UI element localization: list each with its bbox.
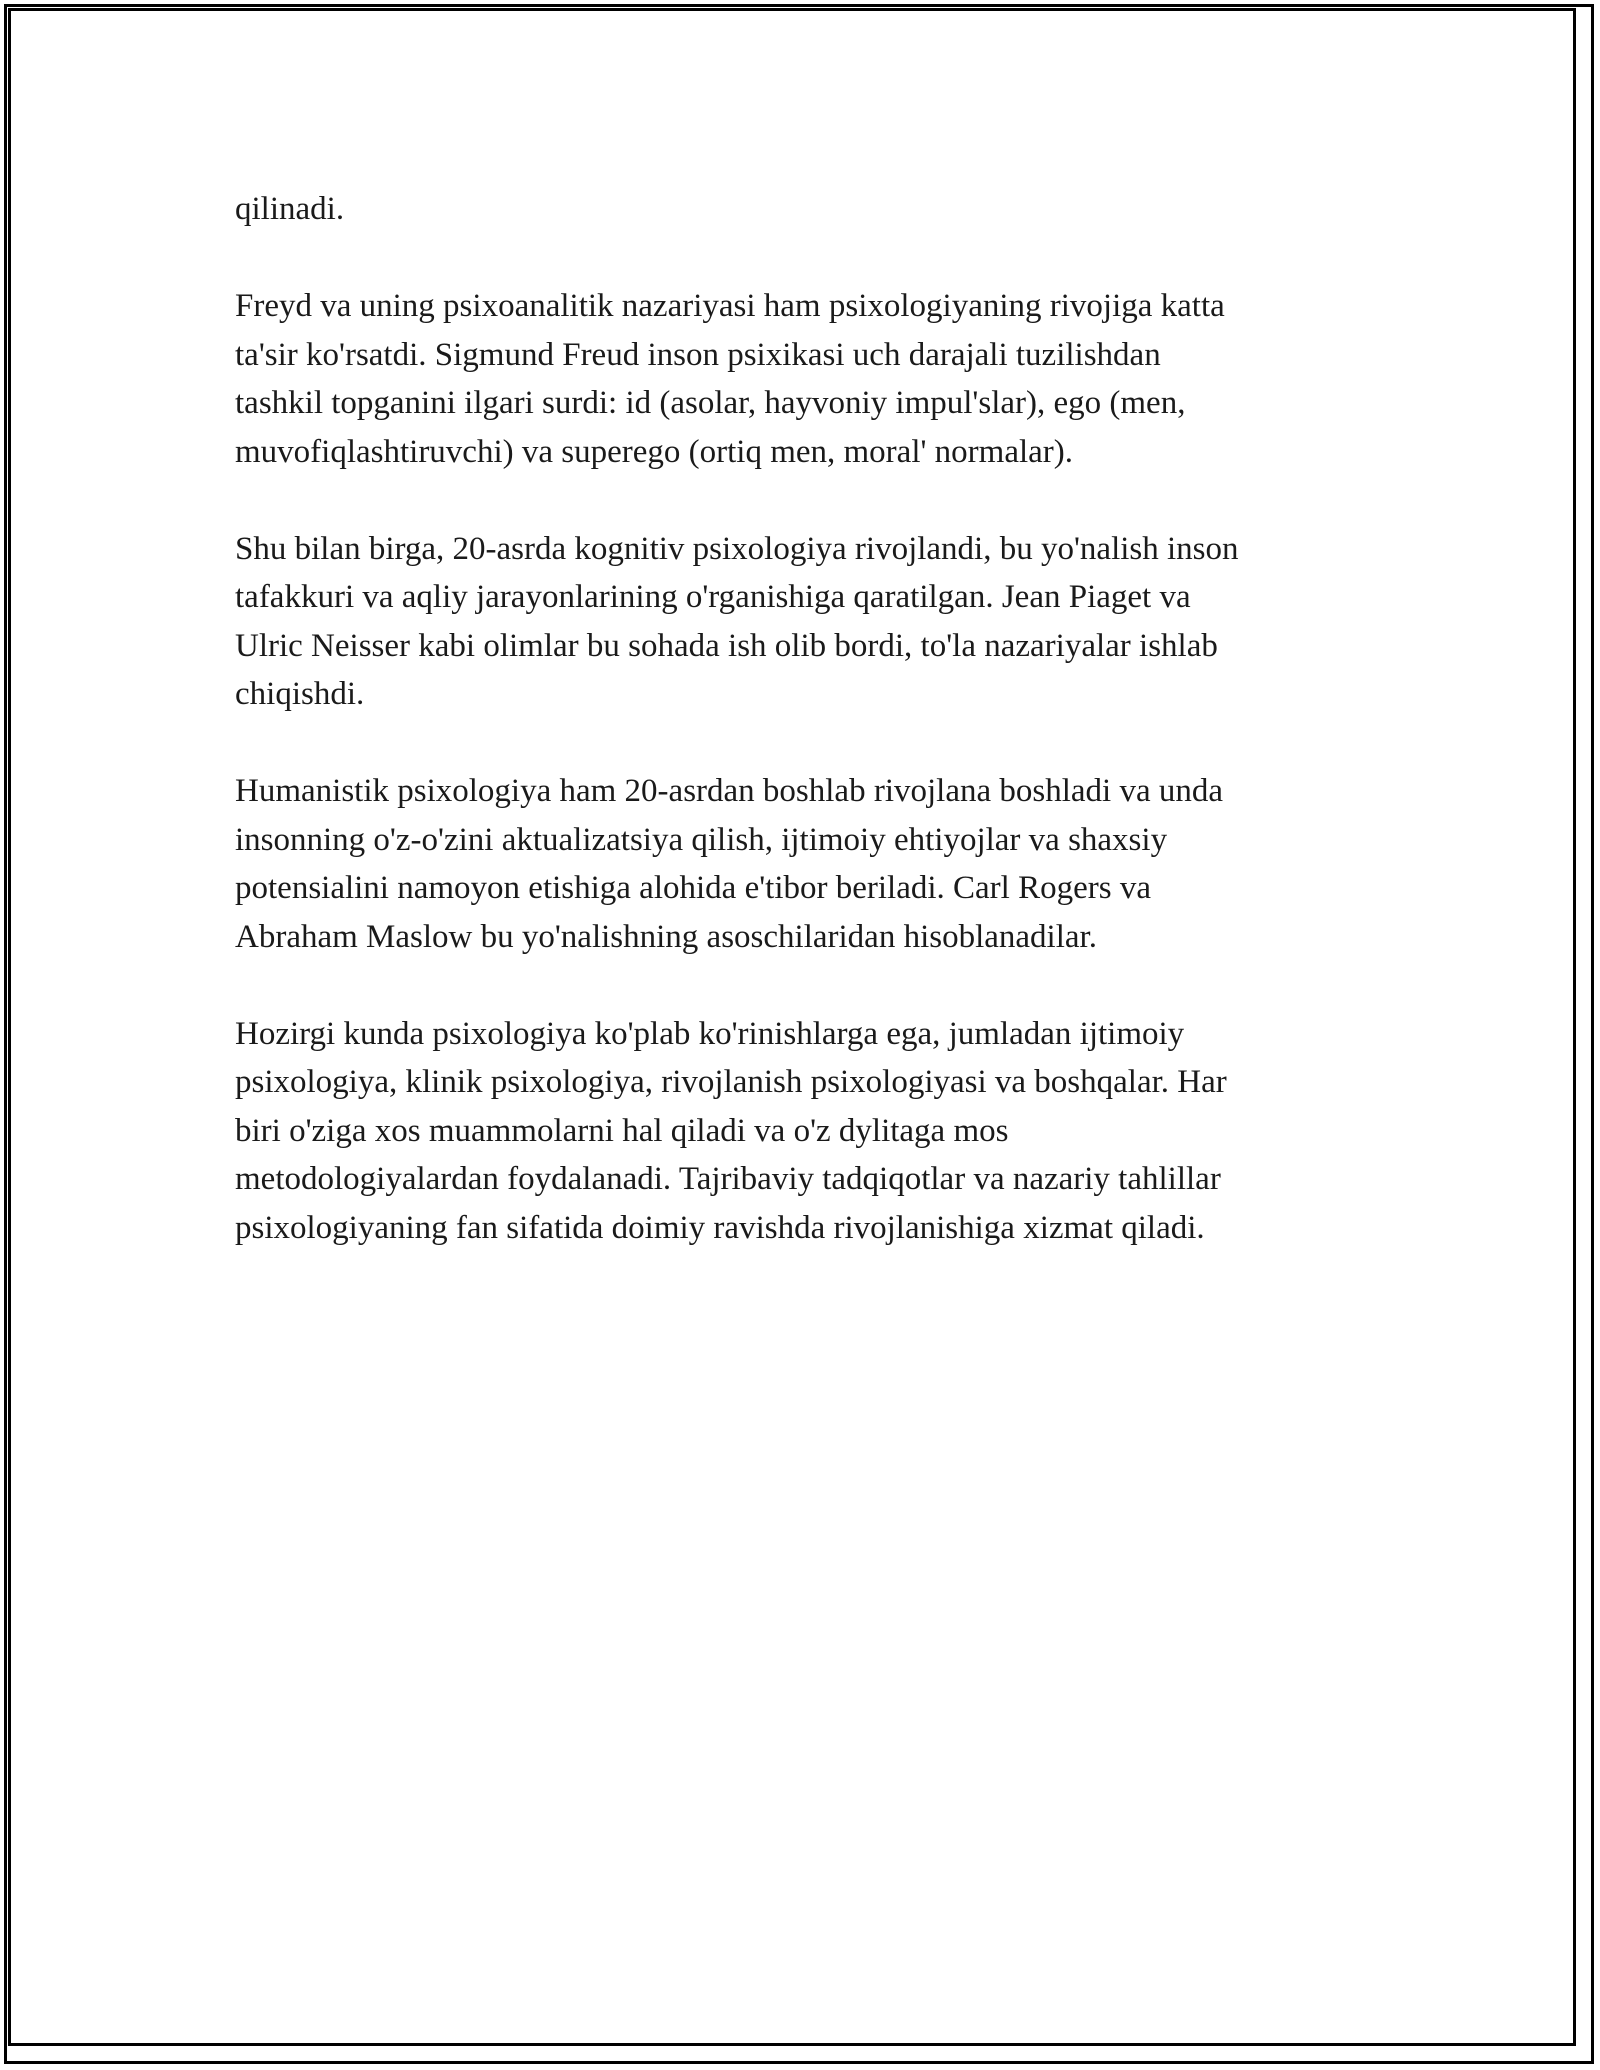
paragraph-cognitive: Shu bilan birga, 20-asrda kognitiv psixologiya rivojlandi, bu yo'nalish inson tafakkuri va aqliy jarayonlarining o'rganishiga qaratilgan. Jean Piaget va Ulric Neisser kabi olimlar bu sohada ish olib bordi, to'la nazariyalar ishlab chiqishdi. [235,530,1239,712]
paragraph-humanistic: Humanistik psixologiya ham 20-asrdan boshlab rivojlana boshladi va unda insonning o'z-o'zini aktualizatsiya qilish, ijtimoiy ehtiyojlar va shaxsiy potensialini namoyon etishiga alohida e'tibor beriladi. Carl Rogers va Abraham Maslow bu yo'nalishning asoschilaridan hisoblanadilar. [235,773,1223,955]
paragraph-modern: Hozirgi kunda psixologiya ko'plab ko'rinishlarga ega, jumladan ijtimoiy psixologiya, klinik psixologiya, rivojlanish psixologiyasi va boshqalar. Har biri o'ziga xos muammolarni hal qiladi va o'z dylitaga mos metodologiyalardan foydalanadi. Tajribaviy tadqiqotlar va nazariy tahlillar psixologiyaning fan sifatida doimiy ravishda rivojlanishiga xizmat qiladi. [235,1015,1227,1246]
document-body [235,185,1365,1301]
paragraph-freud: Freyd va uning psixoanalitik nazariyasi ham psixologiyaning rivojiga katta ta'sir ko'rsatdi. Sigmund Freud inson psixikasi uch darajali tuzilishdan tashkil topganini ilgari surdi: id (asolar, hayvoniy impul'slar), ego (men, muvofiqlashtiruvchi) va superego (ortiq men, moral' normalar). [235,288,1225,470]
paragraph-continuation: qilinadi. [235,191,345,227]
